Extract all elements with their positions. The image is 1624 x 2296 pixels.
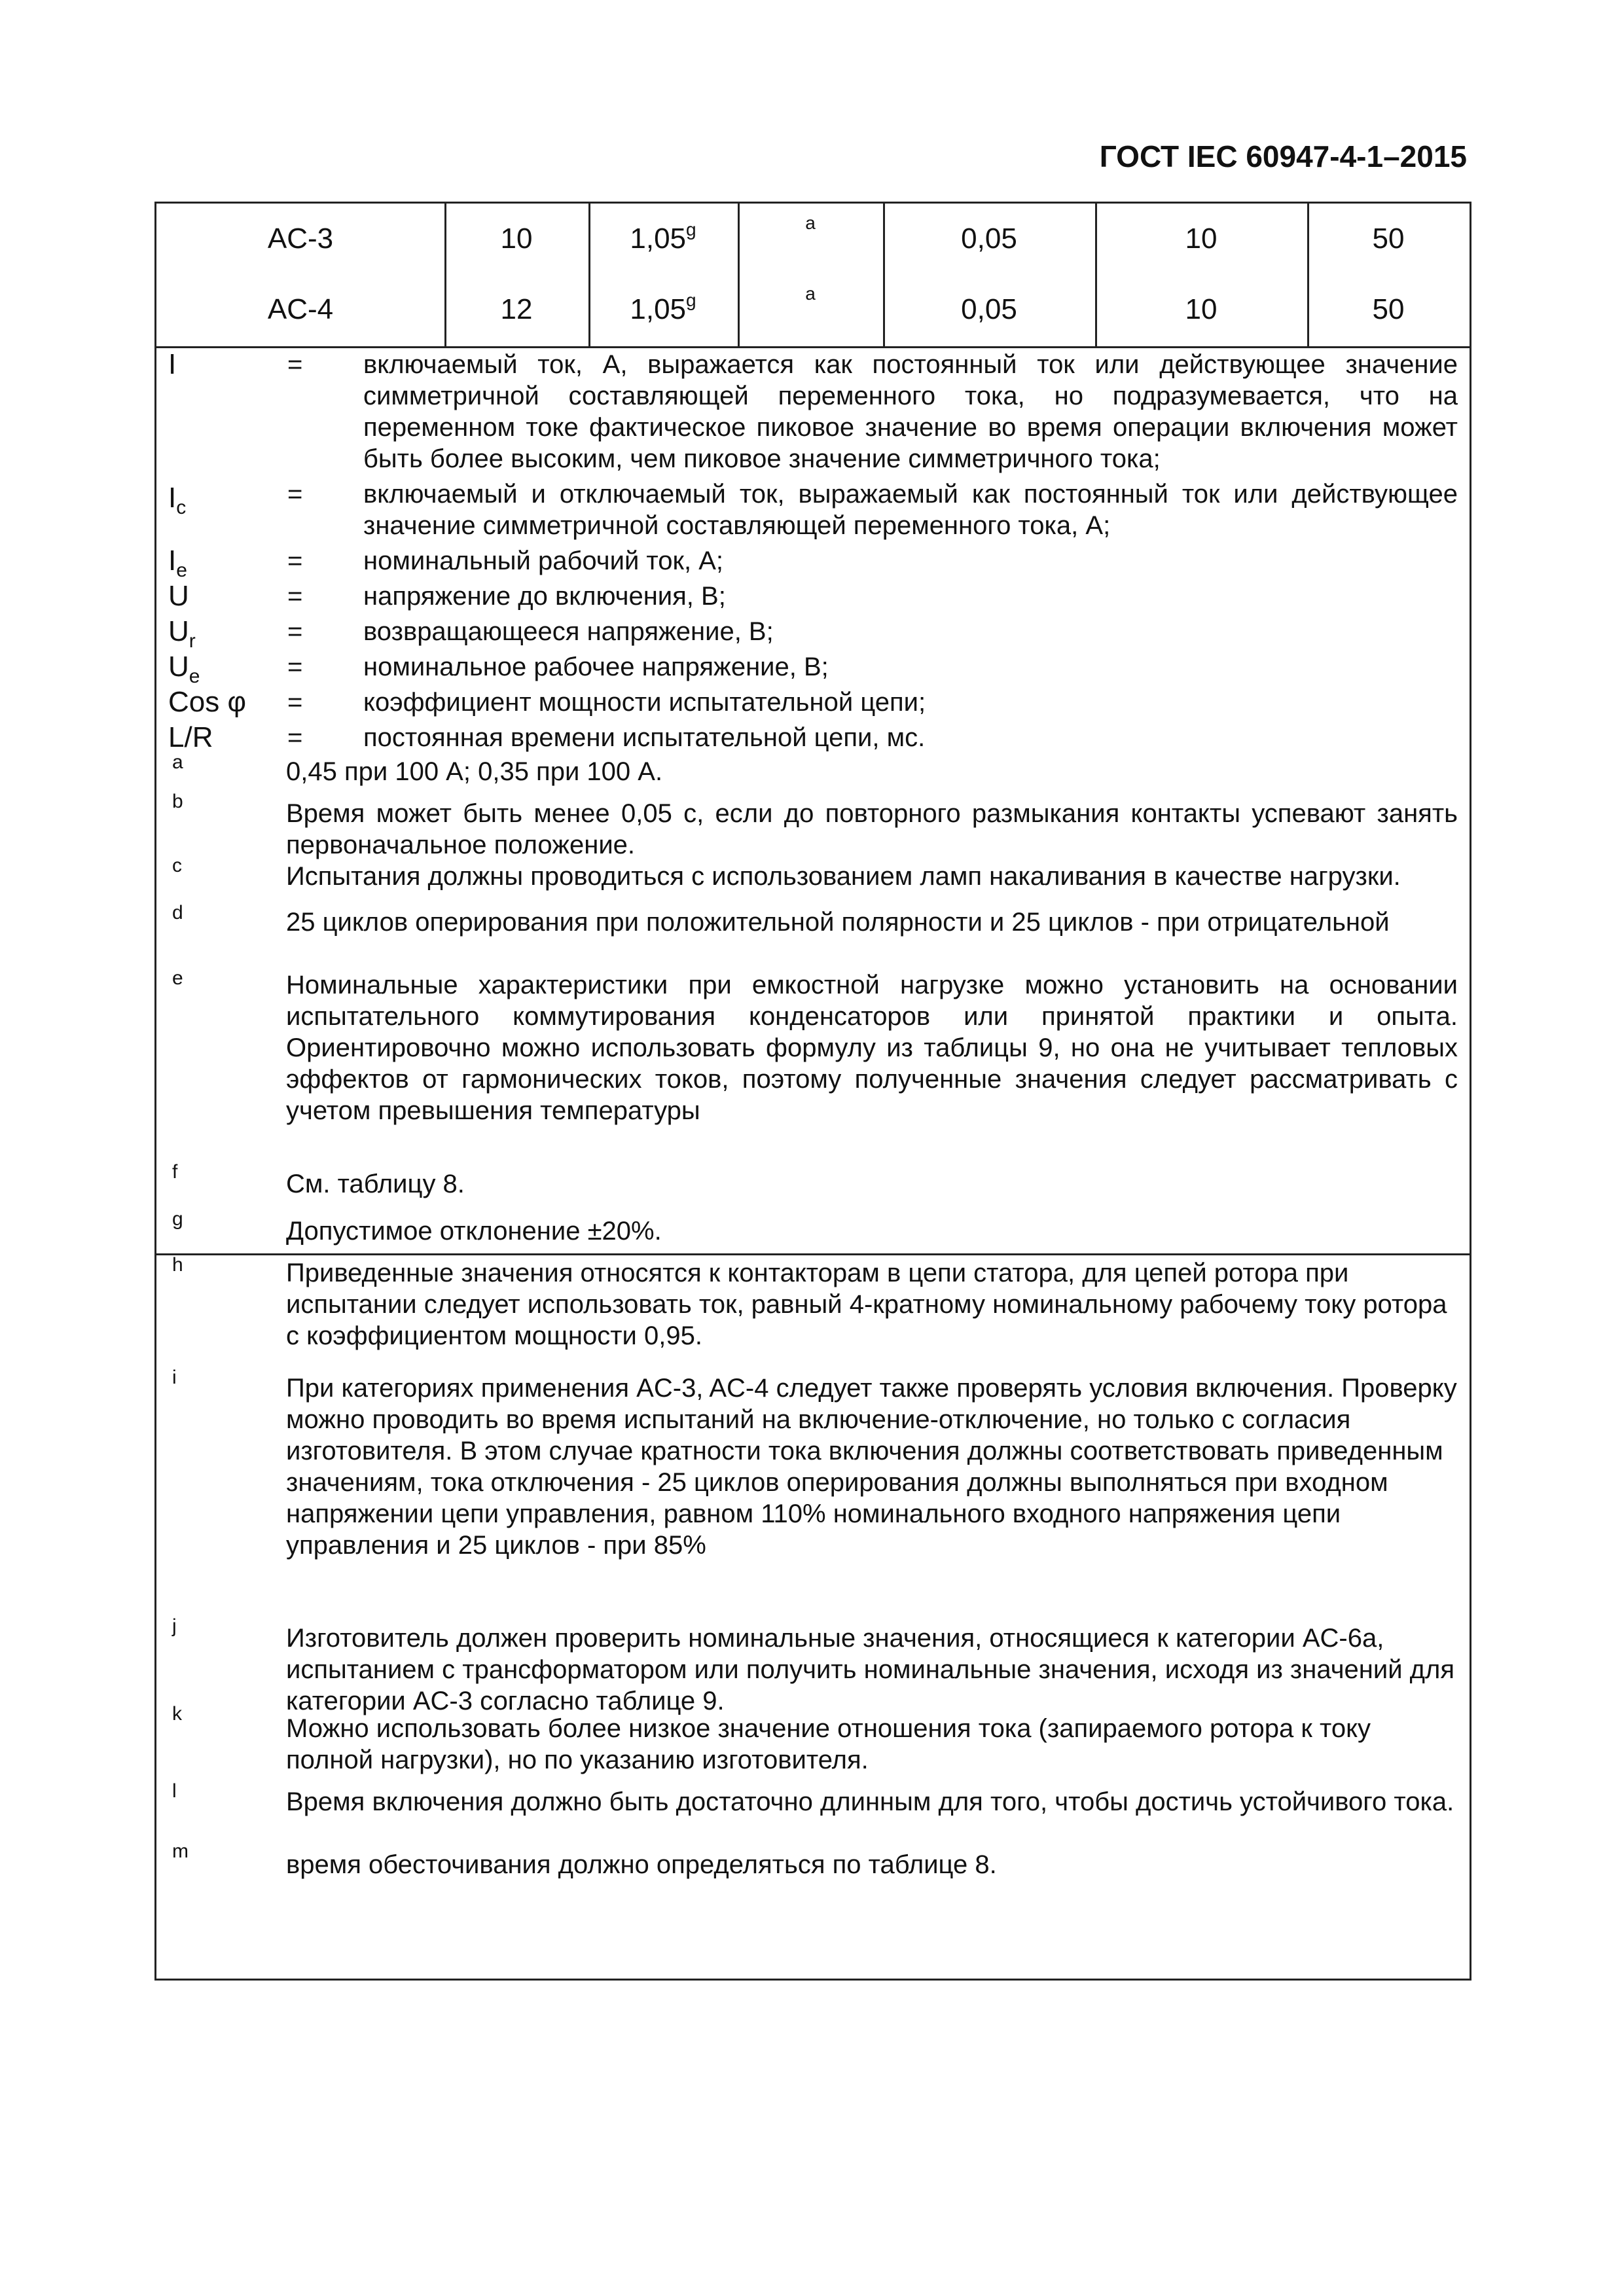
definition-symbol: I [168, 348, 177, 380]
column-divider [738, 204, 740, 346]
definition-equals: = [287, 723, 303, 752]
footnote-text: См. таблицу 8. [286, 1170, 465, 1198]
footnote-key: d [172, 902, 183, 924]
definition-symbol: U [168, 580, 189, 612]
column-divider [444, 204, 446, 346]
table-row [156, 274, 1470, 345]
definition-equals: = [287, 547, 303, 575]
definition-symbol: L/R [168, 721, 213, 753]
value-cell: 12 [500, 293, 533, 325]
definition-text: возвращающееся напряжение, В; [363, 617, 774, 646]
column-divider [1307, 204, 1309, 346]
value-cell: 10 [1185, 223, 1218, 255]
definition-text: включаемый и отключаемый ток, выражаемый как постоянный ток или действующее значение симметричной составляющей переменного тока, А; [363, 480, 1458, 540]
table-divider [156, 346, 1470, 348]
column-divider [883, 204, 885, 346]
value-cell: 0,05 [961, 293, 1017, 325]
footnote-key: c [172, 855, 182, 876]
definition-text: номинальный рабочий ток, А; [363, 547, 724, 575]
footnote-text: время обесточивания должно определяться по таблице 8. [286, 1850, 997, 1879]
definition-symbol: $U_r$ [168, 615, 196, 652]
definition-symbol: $I_c$ [168, 482, 187, 518]
value-cell: 50 [1372, 293, 1405, 325]
value-cell: 10 [500, 223, 533, 255]
footnote-text: Допустимое отклонение ±20%. [286, 1217, 662, 1246]
footnote-text: Номинальные характеристики при емкостной нагрузке можно установить на основании испытательного коммутирования конденсаторов или принятой практики и опыта. Ориентировочно можно использовать формулу из таблицы 9, но она не учитывает тепловых эффектов от гармонических токов, поэтому полученные значения следует рассматривать с учетом превышения температуры [286, 971, 1458, 1125]
definition-text: включаемый ток, А, выражается как постоянный ток или действующее значение симметричной составляющей переменного тока, но подразумевается, что на переменном токе фактическое пиковое значение во время операции включения может быть более высоким, чем пиковое значение симметричного тока; [363, 350, 1458, 473]
footnote-key: j [172, 1615, 177, 1637]
table-row [156, 204, 1470, 274]
value-cell: 50 [1372, 223, 1405, 255]
footnote-text: Приведенные значения относятся к контакторам в цепи статора, для цепей ротора при испытании следует использовать ток, равный 4-кратному номинальному рабочему току ротора с коэффициентом мощности 0,95. [286, 1259, 1447, 1350]
value-cell: 1,05 $^g$ [630, 219, 696, 255]
footnote-key: f [172, 1161, 178, 1183]
definition-equals: = [287, 653, 303, 681]
data-table [156, 204, 1470, 346]
table-frame [154, 202, 1471, 1981]
footnote-key: m [172, 1840, 189, 1862]
value-cell: 1,05 $^g$ [630, 290, 696, 325]
footnote-text: При категориях применения AC-3, AC-4 следует также проверять условия включения. Проверку можно проводить во время испытаний на включение-отключение, но только с согласия изготовителя. В этом случае кратности тока включения должны соответствовать приведенным значениям, тока отключения - 25 циклов оперирования должны выполняться при входном напряжении цепи управления, равном 110% номинального входного напряжения цепи управления и 25 циклов - при 85% [286, 1374, 1457, 1560]
footnote-text: Можно использовать более низкое значение отношения тока (запираемого ротора к току полной нагрузки), но по указанию изготовителя. [286, 1714, 1371, 1774]
footnote-text: Время включения должно быть достаточно длинным для того, чтобы достичь устойчивого тока. [286, 1787, 1454, 1816]
footnote-key: h [172, 1254, 183, 1276]
category-cell: AC-4 [267, 293, 334, 325]
category-cell: AC-3 [267, 223, 334, 255]
footnote-key: e [172, 967, 183, 989]
footnote-text: Изготовитель должен проверить номинальные значения, относящиеся к категории AC-6a, испытанием с трансформатором или получить номинальные значения, исходя из значений для категории AC-3 согласно таблице 9. [286, 1624, 1455, 1715]
definition-text: коэффициент мощности испытательной цепи; [363, 688, 926, 717]
definition-symbol: $I_e$ [168, 545, 187, 581]
footnote-key: l [172, 1780, 177, 1802]
definition-equals: = [287, 480, 303, 509]
footnote-text: 0,45 при 100 А; 0,35 при 100 А. [286, 757, 663, 786]
column-divider [1095, 204, 1097, 346]
document-header: ГОСТ IEC 60947-4-1–2015 [1099, 139, 1467, 173]
value-cell: 0,05 [961, 223, 1017, 255]
column-divider [588, 204, 590, 346]
definition-equals: = [287, 617, 303, 646]
definition-text: постоянная времени испытательной цепи, мс. [363, 723, 926, 752]
footnote-text: Время может быть менее 0,05 с, если до повторного размыкания контакты успевают занять первоначальное положение. [286, 799, 1458, 859]
footnote-key: b [172, 791, 183, 812]
footnote-key: i [172, 1367, 177, 1388]
footnote-key: a [172, 751, 183, 773]
footnote-text: Испытания должны проводиться с использованием ламп накаливания в качестве нагрузки. [286, 862, 1401, 891]
definition-text: напряжение до включения, В; [363, 582, 726, 611]
definition-equals: = [287, 688, 303, 717]
footnote-ref-cell: a [805, 283, 816, 304]
definition-equals: = [287, 350, 303, 379]
definition-text: номинальное рабочее напряжение, В; [363, 653, 829, 681]
definition-equals: = [287, 582, 303, 611]
definition-symbol: $U_e$ [168, 651, 200, 687]
value-cell: 10 [1185, 293, 1218, 325]
footnote-key: g [172, 1208, 183, 1230]
footnote-ref-cell: a [805, 213, 816, 233]
notes-divider [156, 1253, 1470, 1255]
footnote-text: 25 циклов оперирования при положительной полярности и 25 циклов - при отрицательной [286, 908, 1390, 937]
footnote-key: k [172, 1703, 182, 1725]
definition-symbol: Cos φ [168, 686, 247, 718]
